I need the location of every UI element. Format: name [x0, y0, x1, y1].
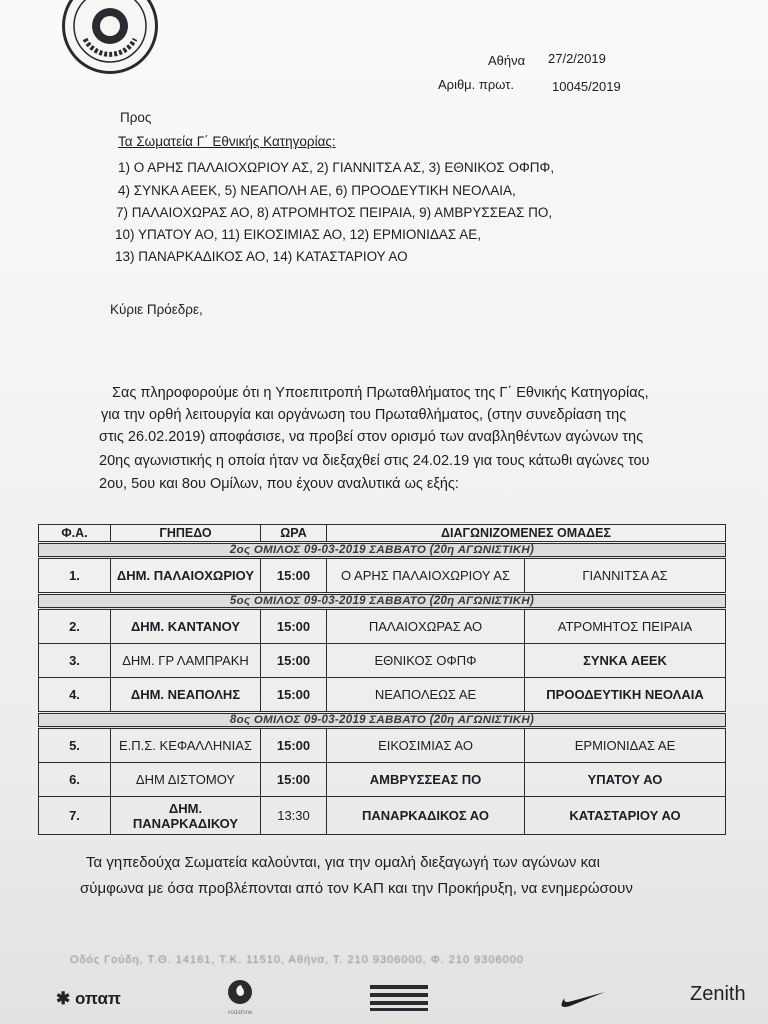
- away-team: ΓΙΑΝΝΙΤΣΑ ΑΣ: [525, 558, 726, 594]
- home-team: ΕΘΝΙΚΟΣ ΟΦΠΦ: [327, 644, 525, 678]
- clubs-line: 13) ΠΑΝΑΡΚΑΔΙΚΟΣ ΑΟ, 14) ΚΑΤΑΣΤΑΡΙΟΥ ΑΟ: [115, 249, 408, 264]
- intro-line: Σας πληροφορούμε ότι η Υποεπιτροπή Πρωταθλήματος της Γ΄ Εθνικής Κατηγορίας,: [112, 385, 649, 401]
- match-number: 2.: [39, 609, 111, 644]
- federation-seal-logo: [62, 0, 158, 74]
- table-row: [39, 728, 726, 763]
- match-venue: ΔΗΜ. ΚΑΝΤΑΝΟΥ: [111, 609, 261, 644]
- header-venue: ΓΗΠΕΔΟ: [111, 525, 261, 543]
- home-team: ΝΕΑΠΟΛΕΩΣ ΑΕ: [327, 678, 525, 713]
- intro-line: στις 26.02.2019) αποφάσισε, να προβεί στον ορισμό των αναβληθέντων αγώνων της: [99, 429, 644, 445]
- intro-line: για την ορθή λειτουργία και οργάνωση του Πρωταθλήματος, (στην συνεδρίαση της: [101, 407, 627, 423]
- stripes-icon: [370, 985, 428, 1011]
- footer-address-text: Οδός Γούδη, Τ.Θ. 14161, Τ.Κ. 11510, Αθήνα, Τ. 210 9306000, Φ. 210 9306000: [70, 954, 524, 966]
- home-team: ΕΙΚΟΣΙΜΙΑΣ ΑΟ: [327, 728, 525, 763]
- nike-swoosh-icon: [560, 989, 606, 1009]
- match-time: 15:00: [261, 644, 327, 678]
- table-row: [39, 797, 726, 835]
- table-row: [39, 558, 726, 594]
- match-venue: ΔΗΜ. ΠΑΝΑΡΚΑΔΙΚΟΥ: [111, 797, 261, 835]
- match-number: 4.: [39, 678, 111, 713]
- clubs-line: 10) ΥΠΑΤΟΥ ΑΟ, 11) ΕΙΚΟΣΙΜΙΑΣ ΑΟ, 12) ΕΡΜΙΟΝΙΔΑΣ ΑΕ,: [115, 227, 482, 242]
- protocol-label: Αριθμ. πρωτ.: [438, 77, 514, 92]
- match-number: 3.: [39, 644, 111, 678]
- match-venue: ΔΗΜ. ΠΑΛΑΙΟΧΩΡΙΟΥ: [111, 558, 261, 594]
- document-date: 27/2/2019: [548, 51, 606, 66]
- footer-address: [0, 950, 768, 972]
- table-row: [39, 678, 726, 713]
- home-team: Ο ΑΡΗΣ ΠΑΛΑΙΟΧΩΡΙΟΥ ΑΣ: [327, 558, 525, 594]
- match-time: 15:00: [261, 763, 327, 797]
- opap-logo: [56, 989, 121, 1009]
- match-time: 15:00: [261, 558, 327, 594]
- match-number: 7.: [39, 797, 111, 835]
- salutation: Κύριε Πρόεδρε,: [110, 302, 203, 317]
- vodafone-logo: [218, 979, 262, 1016]
- table-row: [39, 644, 726, 678]
- group-row: [39, 543, 726, 558]
- match-number: 1.: [39, 558, 111, 594]
- match-number: 5.: [39, 728, 111, 763]
- group-row: [39, 594, 726, 609]
- group-title: 8ος ΟΜΙΛΟΣ 09-03-2019 ΣΑΒΒΑΤΟ (20η ΑΓΩΝΙΣΤΙΚΗ): [39, 713, 726, 728]
- to-label: Προς: [120, 110, 152, 125]
- away-team: ΥΠΑΤΟΥ ΑΟ: [525, 763, 726, 797]
- match-time: 15:00: [261, 609, 327, 644]
- match-time: 15:00: [261, 728, 327, 763]
- away-team: ΠΡΟΟΔΕΥΤΙΚΗ ΝΕΟΛΑΙΑ: [525, 678, 726, 713]
- intro-line: 20ης αγωνιστικής η οποία ήταν να διεξαχθεί στις 24.02.19 για τους κάτωθι αγώνες του: [99, 453, 650, 469]
- match-venue: Ε.Π.Σ. ΚΕΦΑΛΛΗΝΙΑΣ: [111, 728, 261, 763]
- home-team: ΑΜΒΡΥΣΣΕΑΣ ΠΟ: [327, 763, 525, 797]
- clubs-line: 7) ΠΑΛΑΙΟΧΩΡΑΣ ΑΟ, 8) ΑΤΡΟΜΗΤΟΣ ΠΕΙΡΑΙΑ, 9) ΑΜΒΡΥΣΣΕΑΣ ΠΟ,: [116, 205, 553, 220]
- header-time: ΩΡΑ: [261, 525, 327, 543]
- home-team: ΠΑΛΑΙΟΧΩΡΑΣ ΑΟ: [327, 609, 525, 644]
- sponsor-bar: [0, 975, 768, 1024]
- clubs-line: 4) ΣΥΝΚΑ ΑΕΕΚ, 5) ΝΕΑΠΟΛΗ ΑΕ, 6) ΠΡΟΟΔΕΥΤΙΚΗ ΝΕΟΛΑΙΑ,: [118, 183, 516, 198]
- away-team: ΕΡΜΙΟΝΙΔΑΣ ΑΕ: [525, 728, 726, 763]
- away-team: ΚΑΤΑΣΤΑΡΙΟΥ ΑΟ: [525, 797, 726, 835]
- header-teams: ΔΙΑΓΩΝΙΖΟΜΕΝΕΣ ΟΜΑΔΕΣ: [327, 525, 726, 543]
- away-team: ΣΥΝΚΑ ΑΕΕΚ: [525, 644, 726, 678]
- vodafone-icon: [227, 979, 253, 1005]
- group-title: 2ος ΟΜΙΛΟΣ 09-03-2019 ΣΑΒΒΑΤΟ (20η ΑΓΩΝΙΣΤΙΚΗ): [39, 543, 726, 558]
- sponsor-stripes-logo: [370, 985, 428, 1016]
- clubs-line: 1) Ο ΑΡΗΣ ΠΑΛΑΙΟΧΩΡΙΟΥ ΑΣ, 2) ΓΙΑΝΝΙΤΣΑ ΑΣ, 3) ΕΘΝΙΚΟΣ ΟΦΠΦ,: [118, 160, 555, 175]
- match-time: 13:30: [261, 797, 327, 835]
- opap-star-icon: ✱: [56, 989, 71, 1008]
- closing-line: σύμφωνα με όσα προβλέπονται από τον ΚΑΠ και την Προκήρυξη, να ενημερώσουν: [80, 880, 633, 897]
- city-label: Αθήνα: [488, 53, 526, 68]
- group-row: [39, 713, 726, 728]
- table-row: [39, 609, 726, 644]
- match-venue: ΔΗΜ. ΝΕΑΠΟΛΗΣ: [111, 678, 261, 713]
- closing-line: Τα γηπεδούχα Σωματεία καλούνται, για την ομαλή διεξαγωγή των αγώνων και: [86, 854, 600, 871]
- nike-logo: [560, 989, 606, 1014]
- intro-line: 2ου, 5ου και 8ου Ομίλων, που έχουν αναλυτικά ως εξής:: [99, 476, 459, 492]
- match-venue: ΔΗΜ ΔΙΣΤΟΜΟΥ: [111, 763, 261, 797]
- match-time: 15:00: [261, 678, 327, 713]
- addressee: Τα Σωματεία Γ΄ Εθνικής Κατηγορίας:: [118, 134, 336, 149]
- home-team: ΠΑΝΑΡΚΑΔΙΚΟΣ ΑΟ: [327, 797, 525, 835]
- protocol-number: 10045/2019: [552, 79, 621, 94]
- away-team: ΑΤΡΟΜΗΤΟΣ ΠΕΙΡΑΙΑ: [525, 609, 726, 644]
- vodafone-label: vodafone: [227, 1010, 253, 1016]
- group-title: 5ος ΟΜΙΛΟΣ 09-03-2019 ΣΑΒΒΑΤΟ (20η ΑΓΩΝΙΣΤΙΚΗ): [39, 594, 726, 609]
- header-fa: Φ.Α.: [39, 525, 111, 543]
- match-venue: ΔΗΜ. ΓΡ ΛΑΜΠΡΑΚΗ: [111, 644, 261, 678]
- zenith-logo: Ζenith: [690, 983, 746, 1005]
- table-header-row: [39, 525, 726, 543]
- table-row: [39, 763, 726, 797]
- opap-label: οπαπ: [74, 989, 121, 1008]
- match-number: 6.: [39, 763, 111, 797]
- schedule-table: [38, 524, 726, 835]
